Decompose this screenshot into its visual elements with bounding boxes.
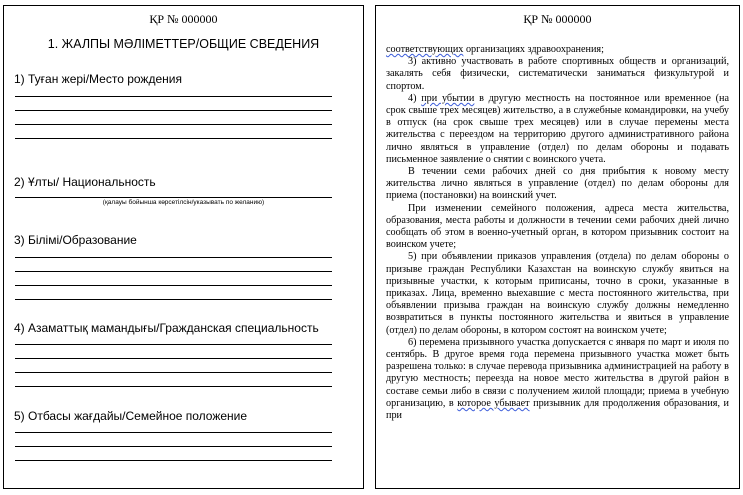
field-label-marital-status: 5) Отбасы жағдайы/Семейное положение bbox=[14, 409, 248, 423]
paragraph: соответствующих организациях здравоохранения; bbox=[386, 44, 604, 55]
paragraph: 3) активно участвовать в работе спортивных обществ и организаций, закалять себя физически, систематически заниматься физкультурой и спортом. bbox=[386, 56, 729, 92]
fill-line bbox=[15, 285, 332, 286]
fill-line bbox=[15, 446, 332, 447]
field-label-civil-specialty: 4) Азаматтық мамандығы/Гражданская специальность bbox=[14, 321, 319, 335]
doc-number: ҚР № 000000 bbox=[523, 12, 592, 26]
fill-line bbox=[15, 344, 332, 345]
right-page bbox=[375, 5, 740, 489]
paragraph: В течении семи рабочих дней со дня прибытия к новому месту жительства лично являться в управление (отдел) по делам обороны для приема (постановки) на воинский учет. bbox=[386, 166, 729, 202]
fill-line bbox=[15, 271, 332, 272]
fill-line bbox=[15, 460, 332, 461]
fill-line bbox=[15, 257, 332, 258]
fill-line bbox=[15, 96, 332, 97]
paragraph: 6) перемена призывного участка допускается с января по март и июля по сентябрь. В другое время года перемена призывного участка может быть разрешена только: в случае перевода призывника администрацией на работу в другую местность; переезда на новое место жительства в другой район в составе семьи либо в связи с получением жилой площади; приема в учебную организацию, в которое убывает призывник для продолжения образования, и при bbox=[386, 336, 730, 422]
field-note-nationality: (қалауы бойынша көрсетілсін/указывать по желанию) bbox=[102, 199, 265, 206]
spellcheck-underlined-word: которое убывает bbox=[457, 397, 530, 409]
fill-line bbox=[15, 372, 332, 373]
fill-line bbox=[15, 138, 332, 139]
fill-line bbox=[15, 124, 332, 125]
fill-line bbox=[15, 432, 332, 433]
paragraph: 4) при убытии в другую местность на постоянное или временное (на срок свыше трех месяцев) жительство, а в служебные командировки, на учебу в отпуск (на срок свыше трех месяцев) или в случае перемены места жительства с переездом на территорию другого административного района лично являться в управление (отдел) по делам обороны и подавать письменное заявление о снятии с воинского учета. bbox=[386, 92, 730, 165]
field-label-birthplace: 1) Туған жері/Место рождения bbox=[14, 72, 182, 86]
fill-line bbox=[15, 358, 332, 359]
fill-line bbox=[15, 299, 332, 300]
field-label-nationality: 2) Ұлты/ Национальность bbox=[14, 175, 156, 189]
paragraph: При изменении семейного положения, адреса места жительства, образования, места работы и должности в течении семи рабочих дней лично сообщать об этом в военно-учетный орган, в котором призывник состоит на воинском учете; bbox=[386, 202, 729, 251]
fill-line bbox=[15, 197, 332, 198]
fill-line bbox=[15, 386, 332, 387]
spellcheck-underlined-word: при убытии bbox=[421, 92, 475, 104]
spellcheck-underlined-word: соответствующих bbox=[386, 44, 464, 55]
left-page bbox=[3, 5, 364, 489]
fill-line bbox=[15, 110, 332, 111]
field-label-education: 3) Білімі/Образование bbox=[14, 233, 137, 247]
paragraph: 5) при объявлении приказов управления (отдела) по делам обороны о призыве граждан Республики Казахстан на воинскую службу явиться на призывные участки, к которым приписаны, точно в сроки, указанные в приказах. Лица, временно выехавшие с места постоянного жительства, при объявлении призыва граждан на воинскую службу должны немедленно возвратиться в пункты постоянного жительства и явиться в управление (отдел) по делам обороны, в котором состоят на воинском учете; bbox=[386, 251, 729, 336]
instructions-text bbox=[386, 44, 729, 422]
doc-number: ҚР № 000000 bbox=[149, 12, 218, 26]
section-title: 1. ЖАЛПЫ МӘЛІМЕТТЕР/ОБЩИЕ СВЕДЕНИЯ bbox=[47, 37, 320, 51]
